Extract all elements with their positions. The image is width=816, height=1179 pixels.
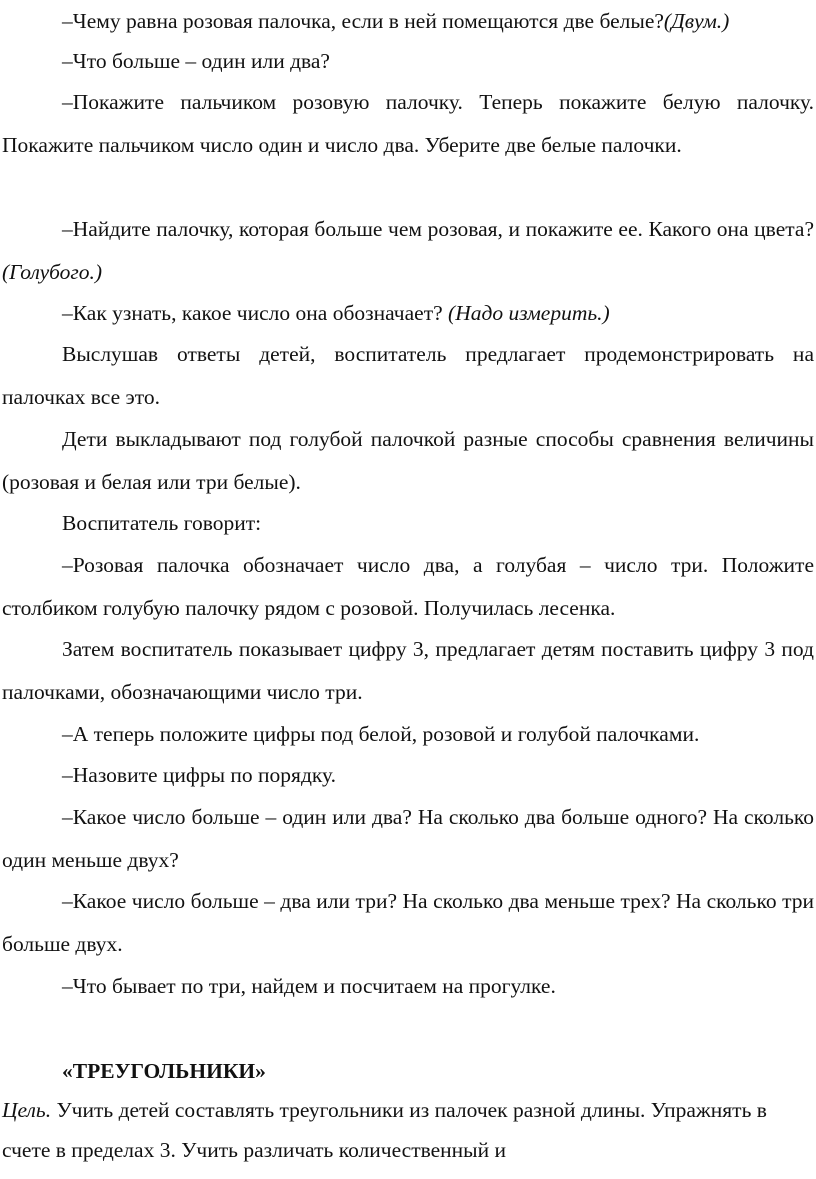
goal-paragraph [2,1090,814,1170]
paragraph-12 [2,754,814,797]
paragraph-9 [2,544,814,629]
paragraph-4-answer: (Голубого.) [2,259,103,284]
paragraph-12-text: –Назовите цифры по порядку. [62,763,336,787]
paragraph-15 [2,965,814,1008]
paragraph-6-text: Выслушав ответы детей, воспитатель предлагает продемонстрировать на палочках все это. [2,342,814,409]
paragraph-11 [2,713,814,756]
paragraph-4-text: –Найдите палочку, которая больше чем розовая, и покажите ее. Какого она цвета? [62,217,814,241]
paragraph-6 [2,333,814,418]
paragraph-5 [2,292,814,335]
paragraph-7-text: Дети выкладывают под голубой палочкой разные способы сравнения величины (розовая и белая или три белые). [2,427,814,494]
paragraph-8 [2,502,814,545]
paragraph-2 [2,40,814,83]
paragraph-11-text: –А теперь положите цифры под белой, розовой и голубой палочками. [62,722,700,746]
paragraph-14 [2,880,814,965]
paragraph-3-text: –Покажите пальчиком розовую палочку. Теперь покажите белую палочку. Покажите пальчиком число один и число два. Уберите две белые палочки. [2,90,814,157]
paragraph-4 [2,208,814,293]
section-heading: «ТРЕУГОЛЬНИКИ» [62,1059,266,1083]
paragraph-2-text: –Что больше – один или два? [62,49,330,73]
paragraph-5-text: –Как узнать, какое число она обозначает? [62,301,449,325]
paragraph-15-text: –Что бывает по три, найдем и посчитаем на прогулке. [62,974,556,998]
paragraph-1-answer: (Двум.) [663,9,730,33]
paragraph-5-answer: (Надо измерить.) [448,301,610,325]
goal-text: Учить детей составлять треугольники из палочек разной длины. Упражнять в счете в пределах 3. Учить различать количественный и [2,1098,767,1162]
paragraph-10-text: Затем воспитатель показывает цифру 3, предлагает детям поставить цифру 3 под палочками, обозначающими число три. [2,637,814,704]
goal-label: Цель. [2,1098,52,1122]
paragraph-8-text: Воспитатель говорит: [62,511,262,535]
paragraph-1-text: –Чему равна розовая палочка, если в ней помещаются две белые? [62,9,664,33]
paragraph-7 [2,418,814,503]
paragraph-10 [2,628,814,713]
paragraph-1 [2,0,814,43]
paragraph-9-text: –Розовая палочка обозначает число два, а голубая – число три. Положите столбиком голубую палочку рядом с розовой. Получилась лесенка. [2,553,814,620]
paragraph-13 [2,796,814,881]
paragraph-14-text: –Какое число больше – два или три? На сколько два меньше трех? На сколько три больше двух. [2,889,814,956]
paragraph-13-text: –Какое число больше – один или два? На сколько два больше одного? На сколько один меньше двух? [2,805,814,872]
paragraph-3 [2,81,814,166]
